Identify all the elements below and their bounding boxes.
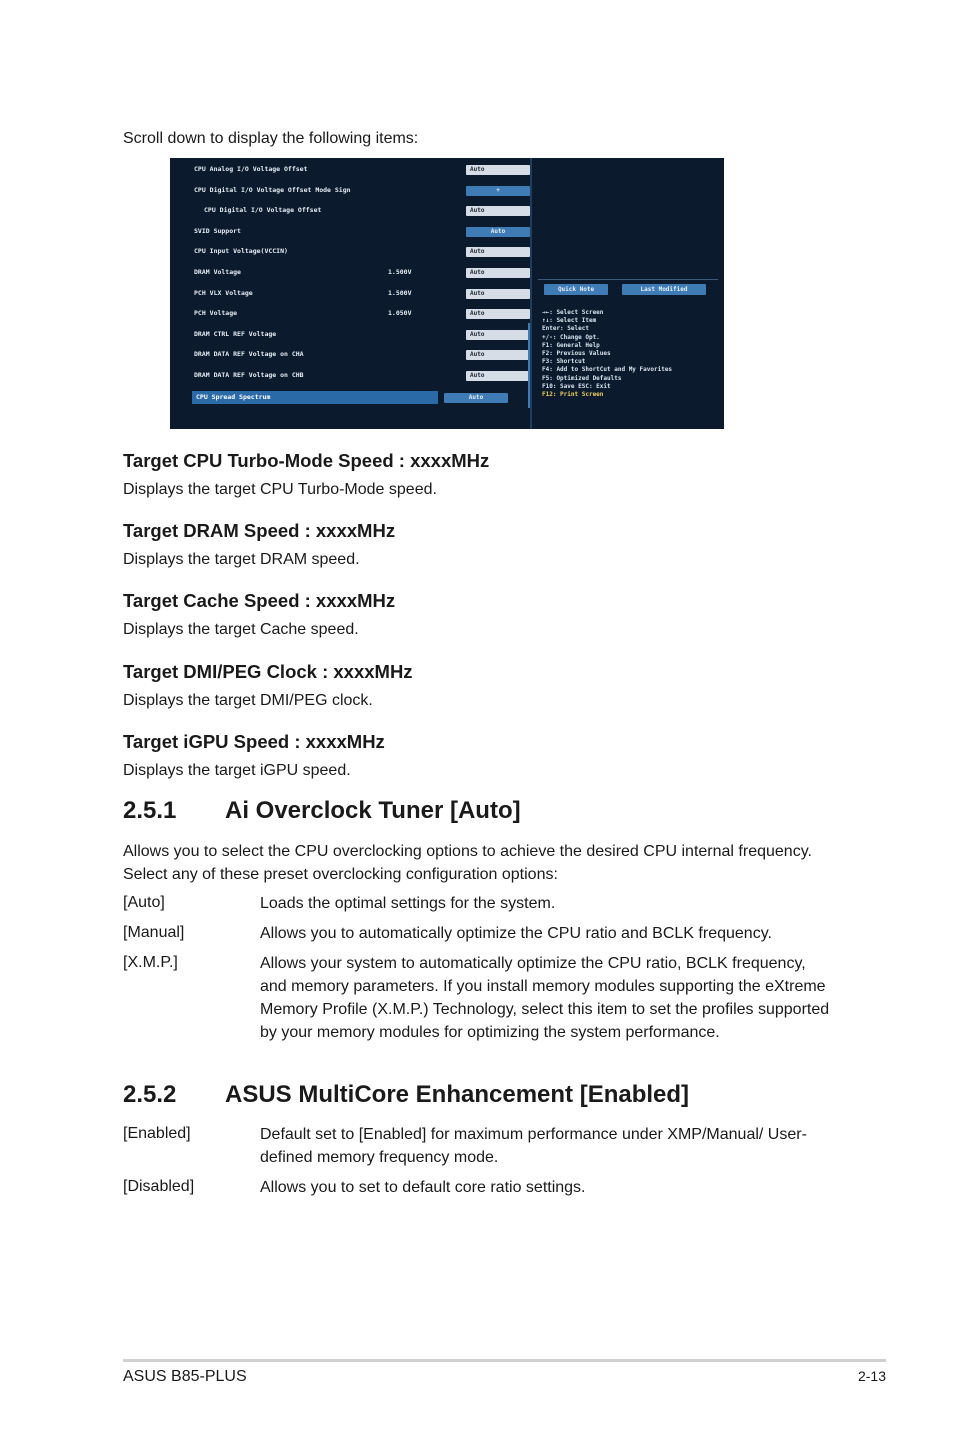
bios-option-value: Auto [468, 394, 484, 401]
option-term: [Manual] [123, 924, 185, 941]
bios-option-box[interactable] [466, 350, 530, 360]
bios-row-label: CPU Digital I/O Voltage Offset Mode Sign [194, 186, 351, 194]
item-heading: Target iGPU Speed : xxxxMHz [123, 731, 385, 752]
bios-row[interactable] [194, 371, 524, 385]
bios-row-selected[interactable] [192, 393, 522, 407]
option-definition: Allows your system to automatically optimize the CPU ratio, BCLK frequency, and memory parameters. If you install memory modules supporting the eXtreme Memory Profile (X.M.P.) Technology, select this item to set the profiles supported by your memory modules for optimizing the system performance. [260, 955, 830, 1041]
bios-row-value: 1.500V [388, 289, 412, 297]
bios-row-label: CPU Spread Spectrum [196, 393, 271, 401]
quick-note-button[interactable]: Quick Note [544, 284, 608, 295]
bios-option-value: Auto [470, 166, 485, 173]
bios-row-value: 1.500V [388, 268, 412, 276]
bios-option-value: Auto [470, 248, 485, 255]
bios-option-box[interactable] [466, 330, 530, 340]
help-line: →←: Select Screen [542, 309, 604, 316]
bios-option-value: Auto [470, 269, 485, 276]
bios-row[interactable] [194, 186, 524, 200]
bios-option-value: Auto [470, 372, 485, 379]
item-heading: Target DMI/PEG Clock : xxxxMHz [123, 661, 413, 682]
bios-row[interactable] [194, 165, 524, 179]
bios-row[interactable] [194, 350, 524, 364]
option-term: [Disabled] [123, 1178, 195, 1195]
bios-row-label: DRAM DATA REF Voltage on CHA [194, 350, 304, 358]
bios-option-box[interactable] [466, 309, 530, 319]
section-heading [123, 797, 521, 825]
separator-line [538, 279, 718, 280]
section-paragraph: Allows you to select the CPU overclocking options to achieve the desired CPU internal frequency. Select any of these preset overclocking configuration options: [123, 843, 812, 883]
item-heading: Target Cache Speed : xxxxMHz [123, 590, 396, 611]
bios-settings-panel [170, 158, 530, 429]
section-number: 2.5.2 [123, 1081, 177, 1108]
bios-option-value: Auto [470, 351, 485, 358]
bios-row[interactable] [194, 247, 524, 261]
help-line: F2: Previous Values [542, 350, 611, 358]
help-line: F3: Shortcut [542, 358, 586, 366]
bios-option-value: Auto [490, 228, 506, 235]
bios-row-value: 1.050V [388, 309, 412, 317]
bios-row[interactable] [194, 227, 524, 241]
bios-row-label: DRAM Voltage [194, 268, 241, 276]
bios-option-box[interactable] [466, 206, 530, 216]
bios-row[interactable] [204, 206, 534, 220]
option-term: [Auto] [123, 894, 165, 911]
key-help-list [542, 309, 672, 399]
bios-row-label: DRAM CTRL REF Voltage [194, 330, 277, 338]
item-description: Displays the target iGPU speed. [123, 762, 351, 779]
bios-option-value: Auto [470, 207, 485, 214]
item-description: Displays the target DMI/PEG clock. [123, 692, 373, 709]
option-definition: Allows you to automatically optimize the CPU ratio and BCLK frequency. [260, 925, 772, 942]
bios-screenshot [170, 158, 724, 429]
bios-option-box[interactable] [466, 268, 530, 278]
item-heading: Target DRAM Speed : xxxxMHz [123, 520, 396, 541]
help-line: Enter: Select [542, 325, 589, 333]
section-title: ASUS MultiCore Enhancement [Enabled] [225, 1081, 690, 1108]
item-heading: Target CPU Turbo-Mode Speed : xxxxMHz [123, 450, 490, 471]
bios-row-label: CPU Digital I/O Voltage Offset [204, 206, 322, 214]
help-line-print-screen: F12: Print Screen [542, 391, 604, 399]
help-line: F10: Save ESC: Exit [542, 382, 611, 390]
item-description: Displays the target Cache speed. [123, 621, 359, 638]
bios-option-button[interactable] [444, 393, 508, 403]
page-number: 2-13 [857, 1368, 886, 1384]
item-description: Displays the target CPU Turbo-Mode speed. [123, 481, 437, 498]
bios-help-panel [532, 158, 724, 429]
bios-option-value: Auto [470, 331, 485, 338]
footer-product: ASUS B85-PLUS [123, 1368, 247, 1385]
bios-option-box[interactable] [466, 289, 530, 299]
bios-row[interactable] [194, 309, 524, 323]
help-line: F1: General Help [542, 341, 600, 349]
section-heading [123, 1081, 689, 1109]
bios-row[interactable] [194, 289, 524, 303]
footer-rule [123, 1359, 886, 1362]
bios-option-value: Auto [470, 310, 485, 317]
bios-option-box[interactable] [466, 371, 530, 381]
bios-row[interactable] [194, 268, 524, 282]
bios-option-box[interactable] [466, 165, 530, 175]
help-line: F4: Add to ShortCut and My Favorites [542, 366, 673, 374]
bios-option-value: Auto [470, 290, 485, 297]
bios-row-label: DRAM DATA REF Voltage on CHB [194, 371, 304, 379]
option-definition: Loads the optimal settings for the system. [260, 895, 556, 912]
bios-row-label: PCH Voltage [194, 309, 238, 317]
help-line: F5: Optimized Defaults [542, 374, 622, 382]
bios-option-value: + [496, 187, 500, 194]
intro-text: Scroll down to display the following items: [123, 130, 419, 147]
option-term: [Enabled] [123, 1125, 191, 1142]
option-definition: Allows you to set to default core ratio settings. [260, 1179, 586, 1196]
bios-row-label: CPU Input Voltage(VCCIN) [194, 247, 288, 255]
bios-row-label: PCH VLX Voltage [194, 289, 253, 297]
bios-row-label: SVID Support [194, 227, 241, 235]
section-number: 2.5.1 [123, 797, 177, 824]
help-line: ↑↓: Select Item [542, 317, 597, 325]
section-title: Ai Overclock Tuner [Auto] [225, 797, 521, 824]
bios-option-box[interactable] [466, 247, 530, 257]
help-line: +/-: Change Opt. [542, 333, 600, 341]
bios-option-button[interactable] [466, 227, 530, 237]
option-definition: Default set to [Enabled] for maximum performance under XMP/Manual/ User-defined memory frequency mode. [260, 1126, 807, 1166]
option-term: [X.M.P.] [123, 954, 178, 971]
bios-row-label: CPU Analog I/O Voltage Offset [194, 165, 308, 173]
item-description: Displays the target DRAM speed. [123, 551, 360, 568]
last-modified-button[interactable]: Last Modified [622, 284, 706, 295]
bios-option-button[interactable] [466, 186, 530, 196]
bios-row[interactable] [194, 330, 524, 344]
